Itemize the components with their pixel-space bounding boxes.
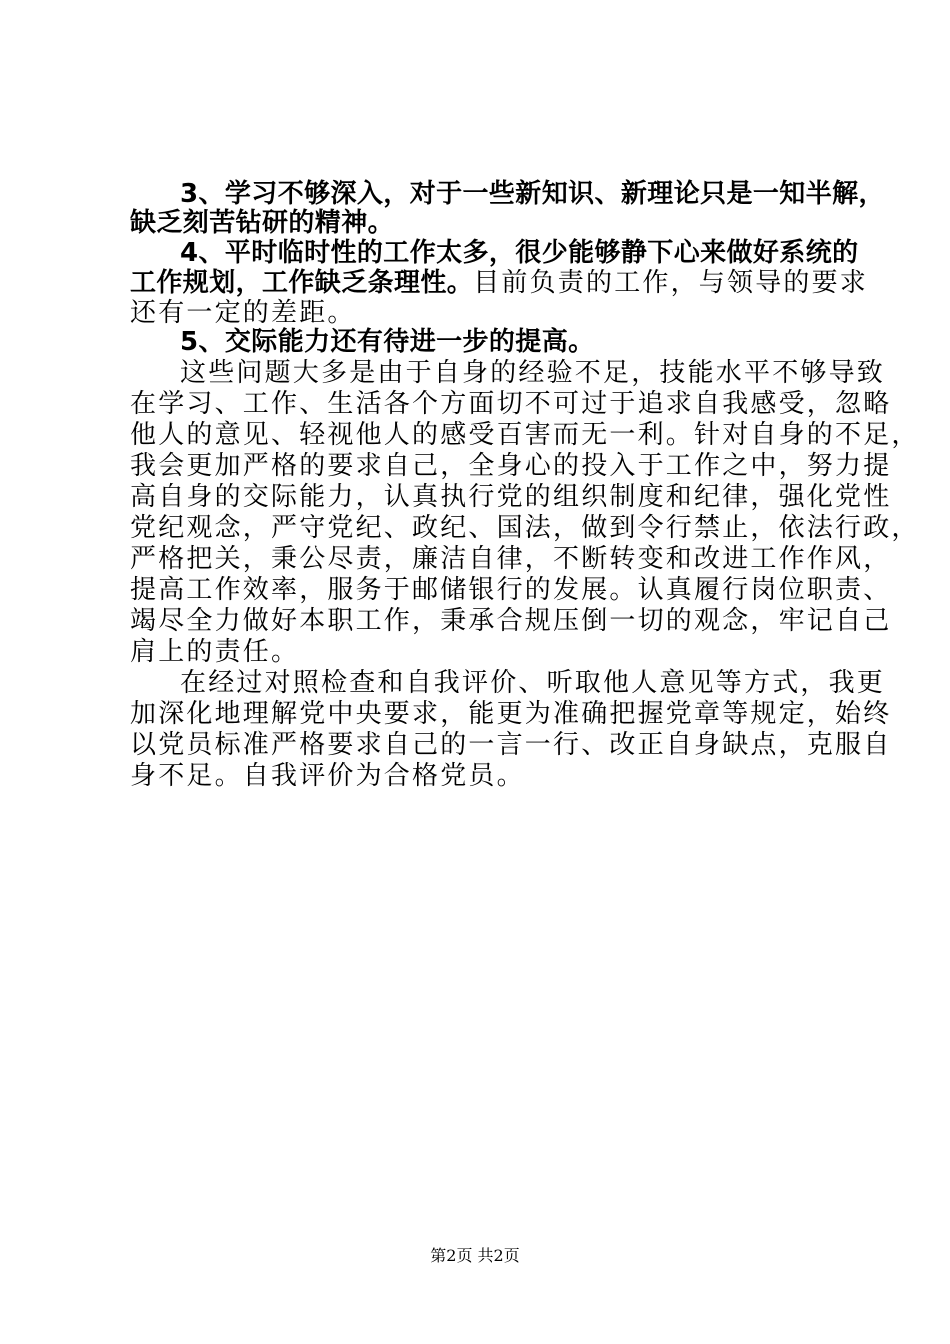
text-line: 在学习、工作、生活各个方面切不可过于追求自我感受，忽略 xyxy=(130,389,892,419)
text-line: 4、平时临时性的工作太多，很少能够静下心来做好系统的 xyxy=(180,238,859,268)
text-line: 3、学习不够深入，对于一些新知识、新理论只是一知半解， xyxy=(180,179,885,209)
text-line: 党纪观念，严守党纪、政纪、国法，做到令行禁止，依法行政， xyxy=(130,513,920,543)
text-line: 高自身的交际能力，认真执行党的组织制度和纪律，强化党性 xyxy=(130,482,892,512)
text-line: 他人的意见、轻视他人的感受百害而无一利。针对自身的不足， xyxy=(130,420,920,450)
text-segment: 工作规划，工作缺乏条理性。 xyxy=(130,268,474,298)
text-line: 竭尽全力做好本职工作，秉承合规压倒一切的观念，牢记自己 xyxy=(130,606,892,636)
text-line: 身不足。自我评价为合格党员。 xyxy=(130,761,525,791)
text-line: 我会更加严格的要求自己，全身心的投入于工作之中，努力提 xyxy=(130,451,892,481)
text-line: 肩上的责任。 xyxy=(130,637,300,667)
text-line: 在经过对照检查和自我评价、听取他人意见等方式，我更 xyxy=(180,668,886,698)
text-segment: 目前负责的工作，与领导的要求 xyxy=(473,268,869,298)
text-line: 缺乏刻苦钻研的精神。 xyxy=(130,208,395,238)
text-line: 这些问题大多是由于自身的经验不足，技能水平不够导致 xyxy=(180,358,886,388)
text-line: 还有一定的差距。 xyxy=(130,298,356,328)
text-line: 5、交际能力还有待进一步的提高。 xyxy=(180,327,595,357)
page-number-footer: 第2页 共2页 xyxy=(430,1246,520,1265)
text-line: 提高工作效率，服务于邮储银行的发展。认真履行岗位职责、 xyxy=(130,575,892,605)
text-line-mixed xyxy=(130,266,868,300)
text-line: 加深化地理解党中央要求，能更为准确把握党章等规定，始终 xyxy=(130,699,892,729)
text-line: 严格把关，秉公尽责，廉洁自律，不断转变和改进工作作风， xyxy=(130,544,892,574)
text-line: 以党员标准严格要求自己的一言一行、改正自身缺点，克服自 xyxy=(130,730,892,760)
